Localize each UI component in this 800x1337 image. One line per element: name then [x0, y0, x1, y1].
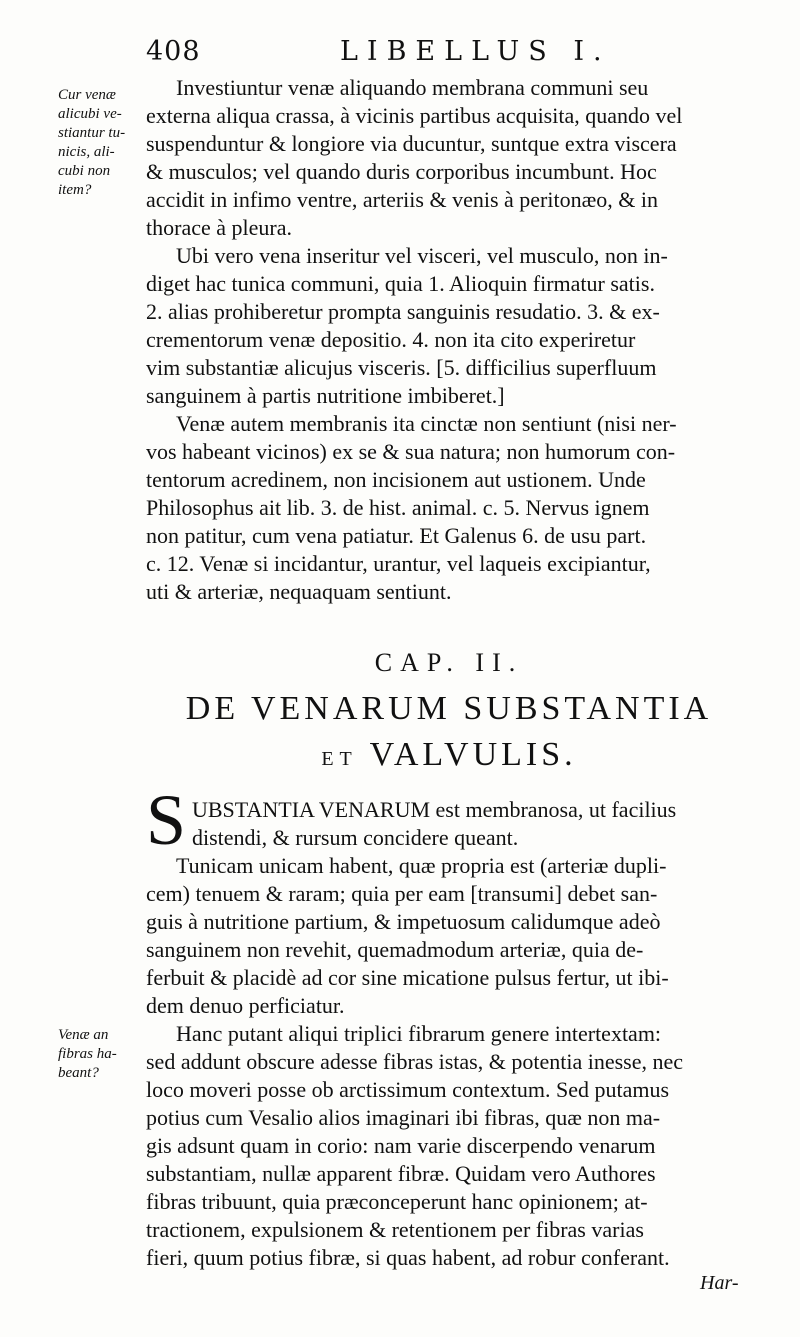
text-line: loco moveri posse ob arctissimum contextum. Sed putamus: [146, 1077, 670, 1102]
margin-note-line: cubi non: [58, 163, 111, 179]
text-line: fieri, quum potius fibræ, si quas habent, ad robur conferant.: [146, 1245, 670, 1270]
margin-note-line: item?: [58, 182, 92, 198]
margin-note-2: [58, 1026, 140, 1083]
drop-cap: S: [146, 780, 187, 860]
section-2-text: [146, 852, 752, 1272]
text-line: distendi, & rursum concidere queant.: [192, 825, 519, 850]
text-line: 2. alias prohiberetur prompta sanguinis resudatio. 3. & ex-: [146, 299, 660, 324]
text-line: diget hac tunica communi, quia 1. Alioquin firmatur satis.: [146, 271, 655, 296]
text-line: Tunicam unicam habent, quæ propria est (arteriæ dupli-: [176, 853, 667, 878]
text-line: Hanc putant aliqui triplici fibrarum genere intertextam:: [176, 1021, 662, 1046]
chapter-title-line-1: DE VENARUM SUBSTANTIA: [185, 690, 713, 727]
text-line: Venæ autem membranis ita cinctæ non sentiunt (nisi ner-: [176, 411, 677, 436]
text-line: Ubi vero vena inseritur vel visceri, vel musculo, non in-: [176, 243, 668, 268]
text-line: uti & arteriæ, nequaquam sentiunt.: [146, 579, 452, 604]
running-head: [0, 36, 800, 76]
margin-note-line: fibras ha-: [58, 1046, 117, 1062]
margin-note-line: Cur venæ: [58, 87, 116, 103]
section-2-dropcap-lines: [192, 796, 752, 852]
text-line: dem denuo perficiatur.: [146, 993, 345, 1018]
text-line: vos habeant vicinos) ex se & sua natura; non humorum con-: [146, 439, 676, 464]
text-line: gis adsunt quam in corio: nam varie discerpendo venarum: [146, 1133, 656, 1158]
running-title: LIBELLUS I.: [340, 36, 611, 67]
text-line: guis à nutritione partium, & impetuosum calidumque adeò: [146, 909, 661, 934]
margin-note-line: nicis, ali-: [58, 144, 115, 160]
text-line: sanguinem non revehit, quemadmodum arteriæ, quia de-: [146, 937, 644, 962]
catchword: Har-: [700, 1272, 739, 1294]
margin-note-line: Venæ an: [58, 1027, 109, 1043]
text-line: sed addunt obscure adesse fibras istas, & potentia inesse, nec: [146, 1049, 684, 1074]
text-line: tentorum acredinem, non incisionem aut ustionem. Unde: [146, 467, 646, 492]
margin-note-line: beant?: [58, 1065, 99, 1081]
chapter-number: CAP. II.: [374, 648, 524, 677]
text-line: sanguinem à partis nutritione imbiberet.]: [146, 383, 505, 408]
text-line: accidit in infimo ventre, arteriis & venis à peritonæo, & in: [146, 187, 658, 212]
text-line: c. 12. Venæ si incidantur, urantur, vel laqueis excipiantur,: [146, 551, 651, 576]
text-line: ferbuit & placidè ad cor sine micatione pulsus fertur, ut ibi-: [146, 965, 669, 990]
text-line: thorace à pleura.: [146, 215, 292, 240]
text-line: UBSTANTIA VENARUM est membranosa, ut facilius: [192, 797, 677, 822]
text-line: suspenduntur & longiore via ducuntur, suntque extra viscera: [146, 131, 677, 156]
text-line: non patitur, cum vena patiatur. Et Galenus 6. de usu part.: [146, 523, 647, 548]
margin-note-line: stiantur tu-: [58, 125, 126, 141]
chapter-title-line-2: [146, 736, 752, 774]
margin-note-1: [58, 86, 140, 200]
page-number: 408: [146, 36, 201, 67]
chapter-title-valvulis: VALVULIS.: [369, 736, 577, 773]
text-line: fibras tribuunt, quia præconceperunt hanc opinionem; at-: [146, 1189, 648, 1214]
text-line: vim substantiæ alicujus visceris. [5. difficilius superfluum: [146, 355, 657, 380]
text-line: potius cum Vesalio alios imaginari ibi fibras, quæ non ma-: [146, 1105, 661, 1130]
text-line: tractionem, expulsionem & retentionem per fibras varias: [146, 1217, 644, 1242]
text-line: externa aliqua crassa, à vicinis partibus acquisita, quando vel: [146, 103, 683, 128]
margin-note-line: alicubi ve-: [58, 106, 122, 122]
chapter-title-et: ET: [321, 748, 358, 770]
text-line: crementorum venæ depositio. 4. non ita cito experiretur: [146, 327, 636, 352]
text-line: & musculos; vel quando duris corporibus incumbunt. Hoc: [146, 159, 657, 184]
text-line: Philosophus ait lib. 3. de hist. animal. c. 5. Nervus ignem: [146, 495, 650, 520]
text-line: cem) tenuem & raram; quia per eam [transumi] debet san-: [146, 881, 658, 906]
text-line: Investiuntur venæ aliquando membrana communi seu: [176, 75, 649, 100]
section-1-text: [146, 74, 752, 606]
text-line: substantiam, nullæ apparent fibræ. Quidam vero Authores: [146, 1161, 656, 1186]
